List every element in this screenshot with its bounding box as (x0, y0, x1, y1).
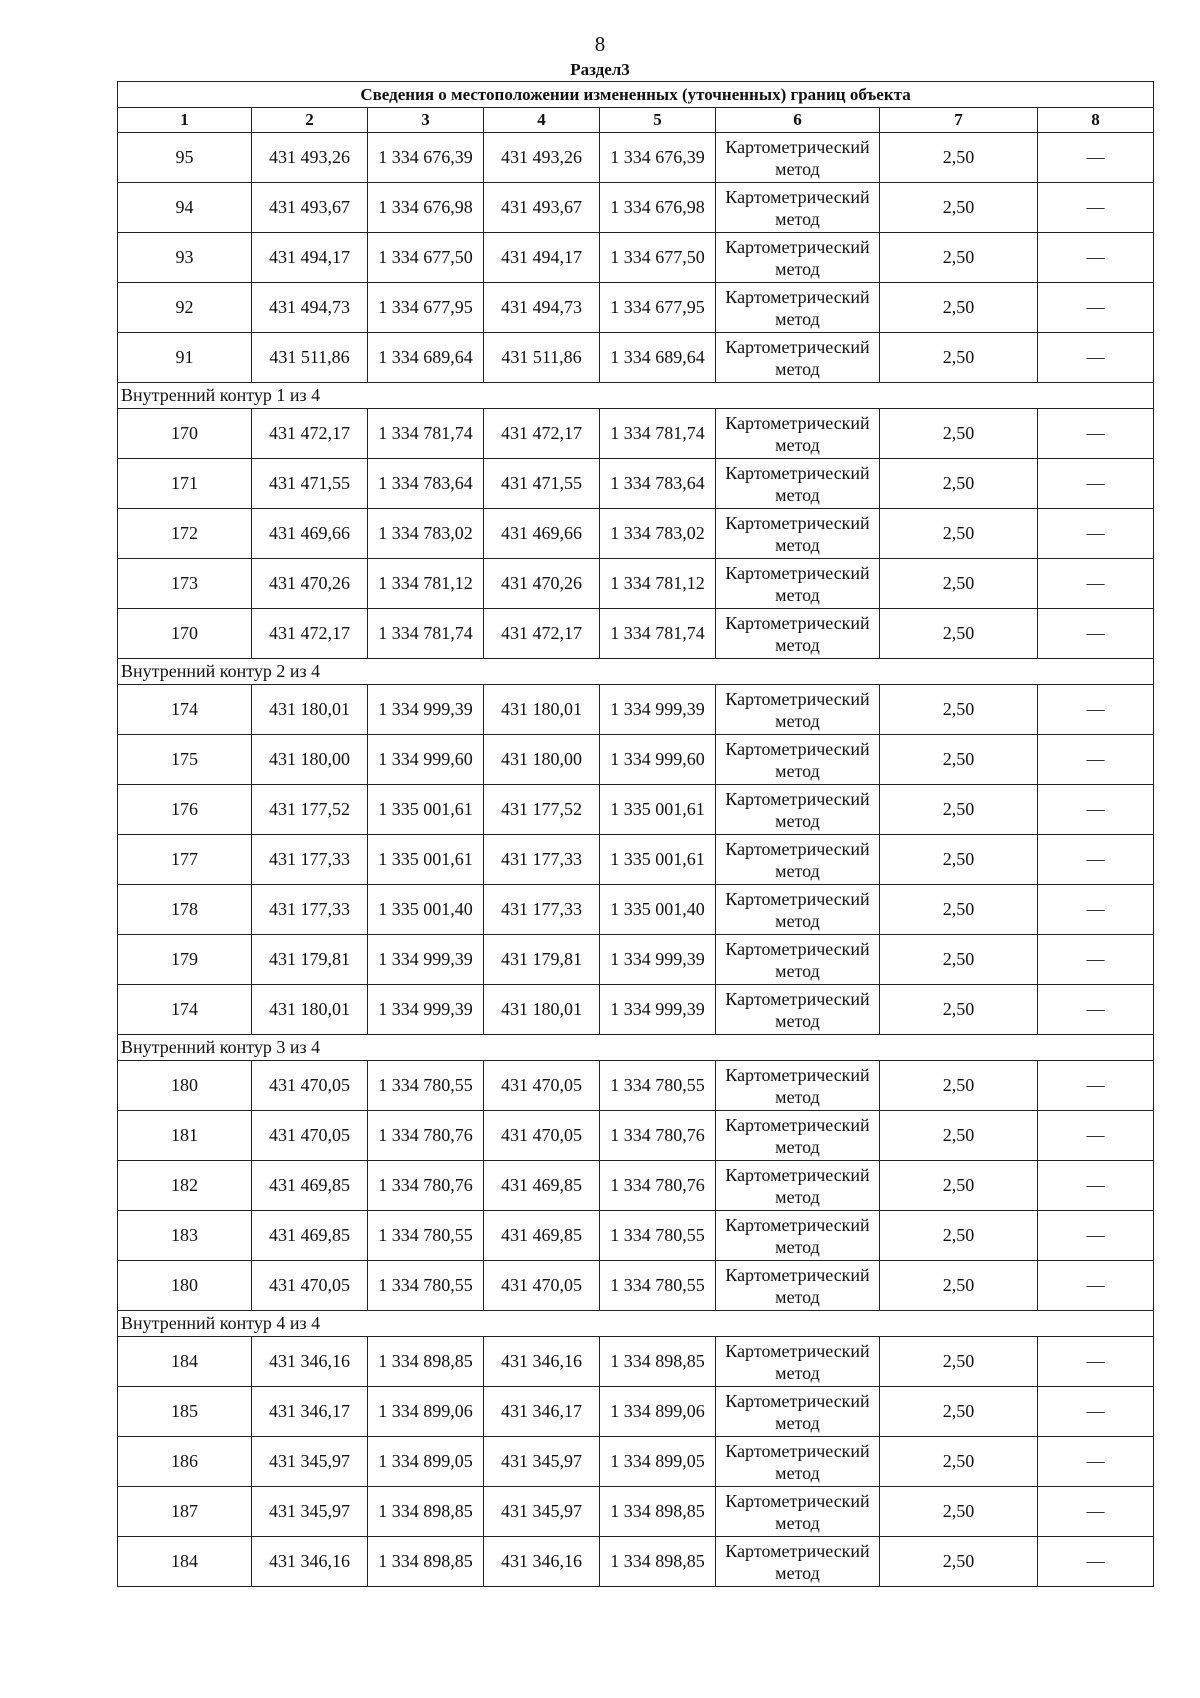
accuracy-cell: 2,50 (880, 333, 1038, 383)
method-cell: Картометрический метод (716, 283, 880, 333)
accuracy-cell: 2,50 (880, 1211, 1038, 1261)
x-old-cell: 431 470,05 (252, 1261, 368, 1311)
note-cell: — (1038, 985, 1154, 1035)
y-old-cell: 1 334 898,85 (368, 1337, 484, 1387)
x-new-cell: 431 469,85 (484, 1161, 600, 1211)
x-old-cell: 431 494,17 (252, 233, 368, 283)
y-old-cell: 1 334 676,39 (368, 133, 484, 183)
method-cell: Картометрический метод (716, 409, 880, 459)
y-old-cell: 1 334 781,12 (368, 559, 484, 609)
method-cell: Картометрический метод (716, 559, 880, 609)
x-new-cell: 431 346,16 (484, 1337, 600, 1387)
x-old-cell: 431 345,97 (252, 1487, 368, 1537)
y-new-cell: 1 334 676,39 (600, 133, 716, 183)
contour-label: Внутренний контур 2 из 4 (118, 659, 1154, 685)
column-header: 7 (880, 108, 1038, 133)
table-row (118, 1261, 1154, 1311)
point-number-cell: 94 (118, 183, 252, 233)
table-row (118, 509, 1154, 559)
column-header: 1 (118, 108, 252, 133)
y-new-cell: 1 334 999,39 (600, 685, 716, 735)
table-row (118, 1487, 1154, 1537)
table-row (118, 1061, 1154, 1111)
table-row (118, 735, 1154, 785)
y-old-cell: 1 334 781,74 (368, 409, 484, 459)
y-new-cell: 1 334 676,98 (600, 183, 716, 233)
note-cell: — (1038, 1537, 1154, 1587)
contour-label-row (118, 1035, 1154, 1061)
accuracy-cell: 2,50 (880, 133, 1038, 183)
note-cell: — (1038, 1387, 1154, 1437)
accuracy-cell: 2,50 (880, 459, 1038, 509)
method-cell: Картометрический метод (716, 1337, 880, 1387)
note-cell: — (1038, 409, 1154, 459)
x-new-cell: 431 345,97 (484, 1437, 600, 1487)
y-old-cell: 1 334 677,50 (368, 233, 484, 283)
note-cell: — (1038, 1337, 1154, 1387)
accuracy-cell: 2,50 (880, 1337, 1038, 1387)
x-new-cell: 431 470,26 (484, 559, 600, 609)
x-old-cell: 431 511,86 (252, 333, 368, 383)
x-old-cell: 431 180,01 (252, 985, 368, 1035)
y-old-cell: 1 334 689,64 (368, 333, 484, 383)
x-old-cell: 431 179,81 (252, 935, 368, 985)
y-new-cell: 1 334 999,60 (600, 735, 716, 785)
x-new-cell: 431 494,73 (484, 283, 600, 333)
y-new-cell: 1 334 780,55 (600, 1211, 716, 1261)
note-cell: — (1038, 509, 1154, 559)
x-old-cell: 431 180,01 (252, 685, 368, 735)
y-old-cell: 1 334 780,55 (368, 1061, 484, 1111)
y-new-cell: 1 334 780,55 (600, 1261, 716, 1311)
method-cell: Картометрический метод (716, 609, 880, 659)
point-number-cell: 185 (118, 1387, 252, 1437)
point-number-cell: 174 (118, 985, 252, 1035)
y-old-cell: 1 334 783,64 (368, 459, 484, 509)
y-old-cell: 1 334 780,76 (368, 1111, 484, 1161)
x-new-cell: 431 177,33 (484, 885, 600, 935)
accuracy-cell: 2,50 (880, 985, 1038, 1035)
accuracy-cell: 2,50 (880, 1487, 1038, 1537)
method-cell: Картометрический метод (716, 785, 880, 835)
y-new-cell: 1 334 689,64 (600, 333, 716, 383)
x-new-cell: 431 470,05 (484, 1261, 600, 1311)
table-row (118, 835, 1154, 885)
table-caption: Сведения о местоположении измененных (уточненных) границ объекта (118, 82, 1154, 108)
x-new-cell: 431 346,16 (484, 1537, 600, 1587)
column-number-row (118, 108, 1154, 133)
method-cell: Картометрический метод (716, 1437, 880, 1487)
x-new-cell: 431 470,05 (484, 1061, 600, 1111)
note-cell: — (1038, 233, 1154, 283)
y-old-cell: 1 335 001,40 (368, 885, 484, 935)
accuracy-cell: 2,50 (880, 1061, 1038, 1111)
contour-label: Внутренний контур 1 из 4 (118, 383, 1154, 409)
note-cell: — (1038, 1437, 1154, 1487)
method-cell: Картометрический метод (716, 935, 880, 985)
point-number-cell: 171 (118, 459, 252, 509)
accuracy-cell: 2,50 (880, 1161, 1038, 1211)
x-old-cell: 431 346,17 (252, 1387, 368, 1437)
y-old-cell: 1 334 999,39 (368, 935, 484, 985)
x-new-cell: 431 346,17 (484, 1387, 600, 1437)
table-row (118, 935, 1154, 985)
x-old-cell: 431 469,85 (252, 1211, 368, 1261)
table-row (118, 1337, 1154, 1387)
x-old-cell: 431 470,05 (252, 1061, 368, 1111)
method-cell: Картометрический метод (716, 183, 880, 233)
x-old-cell: 431 345,97 (252, 1437, 368, 1487)
contour-label-row (118, 659, 1154, 685)
section-title: Раздел3 (570, 60, 630, 79)
x-old-cell: 431 180,00 (252, 735, 368, 785)
point-number-cell: 181 (118, 1111, 252, 1161)
accuracy-cell: 2,50 (880, 785, 1038, 835)
x-new-cell: 431 469,85 (484, 1211, 600, 1261)
point-number-cell: 170 (118, 409, 252, 459)
table-row (118, 1161, 1154, 1211)
point-number-cell: 184 (118, 1537, 252, 1587)
x-new-cell: 431 472,17 (484, 409, 600, 459)
y-new-cell: 1 334 677,95 (600, 283, 716, 333)
note-cell: — (1038, 935, 1154, 985)
x-new-cell: 431 471,55 (484, 459, 600, 509)
boundary-table (117, 81, 1154, 1587)
y-new-cell: 1 334 783,64 (600, 459, 716, 509)
note-cell: — (1038, 183, 1154, 233)
x-old-cell: 431 493,26 (252, 133, 368, 183)
method-cell: Картометрический метод (716, 1211, 880, 1261)
x-new-cell: 431 180,01 (484, 685, 600, 735)
y-new-cell: 1 334 781,12 (600, 559, 716, 609)
note-cell: — (1038, 283, 1154, 333)
accuracy-cell: 2,50 (880, 1537, 1038, 1587)
point-number-cell: 92 (118, 283, 252, 333)
method-cell: Картометрический метод (716, 835, 880, 885)
accuracy-cell: 2,50 (880, 685, 1038, 735)
x-old-cell: 431 177,33 (252, 835, 368, 885)
y-new-cell: 1 334 781,74 (600, 609, 716, 659)
y-old-cell: 1 334 898,85 (368, 1487, 484, 1537)
point-number-cell: 179 (118, 935, 252, 985)
contour-label-row (118, 1311, 1154, 1337)
note-cell: — (1038, 685, 1154, 735)
note-cell: — (1038, 785, 1154, 835)
y-old-cell: 1 334 898,85 (368, 1537, 484, 1587)
y-old-cell: 1 334 999,60 (368, 735, 484, 785)
point-number-cell: 178 (118, 885, 252, 935)
x-old-cell: 431 346,16 (252, 1337, 368, 1387)
x-new-cell: 431 180,00 (484, 735, 600, 785)
x-new-cell: 431 472,17 (484, 609, 600, 659)
y-old-cell: 1 334 899,06 (368, 1387, 484, 1437)
method-cell: Картометрический метод (716, 1161, 880, 1211)
accuracy-cell: 2,50 (880, 183, 1038, 233)
table-row (118, 333, 1154, 383)
note-cell: — (1038, 1111, 1154, 1161)
table-row (118, 233, 1154, 283)
x-new-cell: 431 511,86 (484, 333, 600, 383)
point-number-cell: 172 (118, 509, 252, 559)
y-new-cell: 1 334 780,55 (600, 1061, 716, 1111)
y-new-cell: 1 334 781,74 (600, 409, 716, 459)
column-header: 4 (484, 108, 600, 133)
y-old-cell: 1 334 780,55 (368, 1211, 484, 1261)
x-old-cell: 431 469,66 (252, 509, 368, 559)
x-old-cell: 431 177,52 (252, 785, 368, 835)
note-cell: — (1038, 885, 1154, 935)
x-old-cell: 431 472,17 (252, 609, 368, 659)
y-new-cell: 1 334 999,39 (600, 985, 716, 1035)
x-new-cell: 431 493,67 (484, 183, 600, 233)
y-new-cell: 1 334 783,02 (600, 509, 716, 559)
method-cell: Картометрический метод (716, 133, 880, 183)
point-number-cell: 93 (118, 233, 252, 283)
table-row (118, 609, 1154, 659)
y-old-cell: 1 334 781,74 (368, 609, 484, 659)
point-number-cell: 180 (118, 1261, 252, 1311)
y-new-cell: 1 334 999,39 (600, 935, 716, 985)
column-header: 6 (716, 108, 880, 133)
y-new-cell: 1 334 677,50 (600, 233, 716, 283)
accuracy-cell: 2,50 (880, 233, 1038, 283)
column-header: 3 (368, 108, 484, 133)
column-header: 2 (252, 108, 368, 133)
method-cell: Картометрический метод (716, 1387, 880, 1437)
method-cell: Картометрический метод (716, 459, 880, 509)
x-new-cell: 431 345,97 (484, 1487, 600, 1537)
accuracy-cell: 2,50 (880, 935, 1038, 985)
note-cell: — (1038, 1211, 1154, 1261)
table-row (118, 1437, 1154, 1487)
method-cell: Картометрический метод (716, 233, 880, 283)
y-old-cell: 1 334 780,55 (368, 1261, 484, 1311)
note-cell: — (1038, 1261, 1154, 1311)
y-old-cell: 1 334 783,02 (368, 509, 484, 559)
accuracy-cell: 2,50 (880, 1387, 1038, 1437)
y-new-cell: 1 335 001,40 (600, 885, 716, 935)
y-old-cell: 1 334 677,95 (368, 283, 484, 333)
y-old-cell: 1 334 676,98 (368, 183, 484, 233)
accuracy-cell: 2,50 (880, 559, 1038, 609)
note-cell: — (1038, 333, 1154, 383)
accuracy-cell: 2,50 (880, 1111, 1038, 1161)
x-old-cell: 431 346,16 (252, 1537, 368, 1587)
table-row (118, 685, 1154, 735)
point-number-cell: 91 (118, 333, 252, 383)
y-new-cell: 1 334 898,85 (600, 1537, 716, 1587)
table-row (118, 183, 1154, 233)
note-cell: — (1038, 609, 1154, 659)
note-cell: — (1038, 133, 1154, 183)
table-row (118, 283, 1154, 333)
y-new-cell: 1 335 001,61 (600, 835, 716, 885)
note-cell: — (1038, 735, 1154, 785)
table-row (118, 459, 1154, 509)
method-cell: Картометрический метод (716, 1537, 880, 1587)
point-number-cell: 187 (118, 1487, 252, 1537)
x-new-cell: 431 177,33 (484, 835, 600, 885)
y-old-cell: 1 334 780,76 (368, 1161, 484, 1211)
table-row (118, 1111, 1154, 1161)
x-new-cell: 431 469,66 (484, 509, 600, 559)
method-cell: Картометрический метод (716, 1487, 880, 1537)
contour-label-row (118, 383, 1154, 409)
table-row (118, 133, 1154, 183)
point-number-cell: 176 (118, 785, 252, 835)
table-row (118, 785, 1154, 835)
x-new-cell: 431 493,26 (484, 133, 600, 183)
table-row (118, 409, 1154, 459)
y-new-cell: 1 334 780,76 (600, 1111, 716, 1161)
y-new-cell: 1 334 899,05 (600, 1437, 716, 1487)
x-old-cell: 431 471,55 (252, 459, 368, 509)
accuracy-cell: 2,50 (880, 409, 1038, 459)
point-number-cell: 177 (118, 835, 252, 885)
note-cell: — (1038, 1061, 1154, 1111)
x-new-cell: 431 180,01 (484, 985, 600, 1035)
point-number-cell: 95 (118, 133, 252, 183)
method-cell: Картометрический метод (716, 885, 880, 935)
y-new-cell: 1 335 001,61 (600, 785, 716, 835)
accuracy-cell: 2,50 (880, 885, 1038, 935)
table-caption-row (118, 82, 1154, 108)
x-old-cell: 431 470,26 (252, 559, 368, 609)
method-cell: Картометрический метод (716, 1061, 880, 1111)
y-old-cell: 1 334 999,39 (368, 685, 484, 735)
point-number-cell: 184 (118, 1337, 252, 1387)
method-cell: Картометрический метод (716, 985, 880, 1035)
y-old-cell: 1 335 001,61 (368, 785, 484, 835)
accuracy-cell: 2,50 (880, 735, 1038, 785)
x-old-cell: 431 469,85 (252, 1161, 368, 1211)
column-header: 5 (600, 108, 716, 133)
y-old-cell: 1 335 001,61 (368, 835, 484, 885)
table-row (118, 1537, 1154, 1587)
method-cell: Картометрический метод (716, 1261, 880, 1311)
point-number-cell: 173 (118, 559, 252, 609)
note-cell: — (1038, 559, 1154, 609)
point-number-cell: 180 (118, 1061, 252, 1111)
x-old-cell: 431 177,33 (252, 885, 368, 935)
accuracy-cell: 2,50 (880, 283, 1038, 333)
column-header: 8 (1038, 108, 1154, 133)
point-number-cell: 182 (118, 1161, 252, 1211)
table-row (118, 885, 1154, 935)
x-new-cell: 431 470,05 (484, 1111, 600, 1161)
y-new-cell: 1 334 898,85 (600, 1487, 716, 1537)
accuracy-cell: 2,50 (880, 609, 1038, 659)
page-number: 8 (594, 32, 606, 56)
note-cell: — (1038, 1487, 1154, 1537)
x-old-cell: 431 472,17 (252, 409, 368, 459)
table-row (118, 1211, 1154, 1261)
method-cell: Картометрический метод (716, 735, 880, 785)
point-number-cell: 186 (118, 1437, 252, 1487)
point-number-cell: 170 (118, 609, 252, 659)
table-row (118, 559, 1154, 609)
accuracy-cell: 2,50 (880, 1437, 1038, 1487)
note-cell: — (1038, 835, 1154, 885)
y-new-cell: 1 334 898,85 (600, 1337, 716, 1387)
point-number-cell: 183 (118, 1211, 252, 1261)
point-number-cell: 175 (118, 735, 252, 785)
note-cell: — (1038, 459, 1154, 509)
method-cell: Картометрический метод (716, 1111, 880, 1161)
method-cell: Картометрический метод (716, 509, 880, 559)
x-new-cell: 431 179,81 (484, 935, 600, 985)
table-body (118, 133, 1154, 1587)
x-new-cell: 431 177,52 (484, 785, 600, 835)
y-old-cell: 1 334 999,39 (368, 985, 484, 1035)
accuracy-cell: 2,50 (880, 1261, 1038, 1311)
y-new-cell: 1 334 780,76 (600, 1161, 716, 1211)
x-old-cell: 431 493,67 (252, 183, 368, 233)
table-row (118, 1387, 1154, 1437)
x-new-cell: 431 494,17 (484, 233, 600, 283)
accuracy-cell: 2,50 (880, 509, 1038, 559)
contour-label: Внутренний контур 4 из 4 (118, 1311, 1154, 1337)
x-old-cell: 431 494,73 (252, 283, 368, 333)
note-cell: — (1038, 1161, 1154, 1211)
table-row (118, 985, 1154, 1035)
method-cell: Картометрический метод (716, 685, 880, 735)
accuracy-cell: 2,50 (880, 835, 1038, 885)
method-cell: Картометрический метод (716, 333, 880, 383)
contour-label: Внутренний контур 3 из 4 (118, 1035, 1154, 1061)
x-old-cell: 431 470,05 (252, 1111, 368, 1161)
y-new-cell: 1 334 899,06 (600, 1387, 716, 1437)
y-old-cell: 1 334 899,05 (368, 1437, 484, 1487)
point-number-cell: 174 (118, 685, 252, 735)
